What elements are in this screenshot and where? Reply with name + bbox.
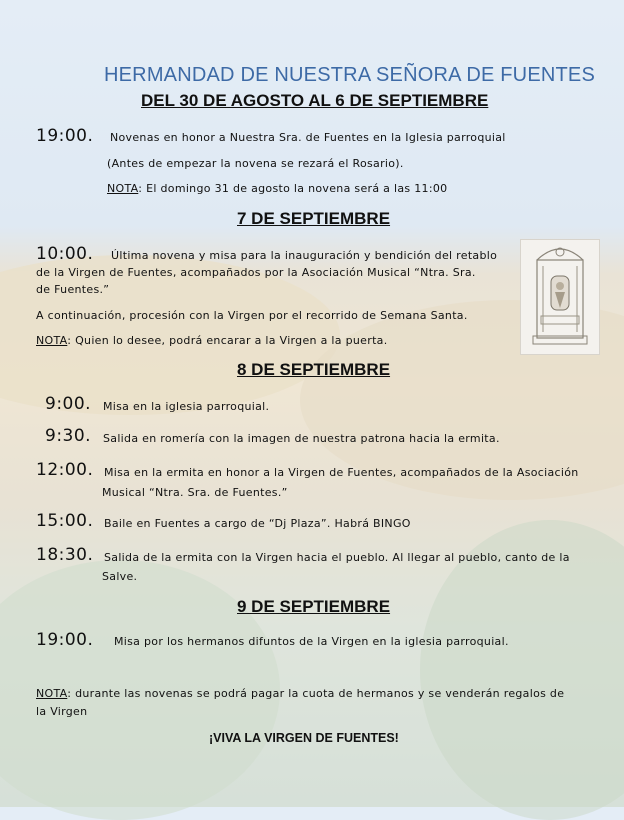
note-label: NOTA <box>107 182 139 195</box>
event-text: Salida de la ermita con la Virgen hacia el pueblo. Al llegar al pueblo, canto de la <box>104 551 570 564</box>
event-text: Baile en Fuentes a cargo de “Dj Plaza”. Habrá BINGO <box>104 517 411 530</box>
event-text-line: Musical “Ntra. Sra. de Fuentes.” <box>102 486 288 499</box>
day-heading: 9 DE SEPTIEMBRE <box>237 597 391 616</box>
retablo-image <box>520 239 600 355</box>
page-title: HERMANDAD DE NUESTRA SEÑORA DE FUENTES <box>104 64 596 86</box>
event-text: Misa en la ermita en honor a la Virgen de Fuentes, acompañados de la Asociación <box>104 466 579 479</box>
event-time: 9:00. <box>45 394 92 414</box>
event-text: Última novena y misa para la inauguración y bendición del retablo <box>111 249 498 262</box>
retablo-drawing <box>521 240 599 354</box>
event-extra: A continuación, procesión con la Virgen por el recorrido de Semana Santa. <box>36 309 468 322</box>
event-time: 19:00. <box>36 630 94 650</box>
note-text: : Quien lo desee, podrá encarar a la Virgen a la puerta. <box>67 334 388 347</box>
event-text-line: Salve. <box>102 570 138 583</box>
event-text-line: de la Virgen de Fuentes, acompañados por la Asociación Musical “Ntra. Sra. <box>36 266 476 279</box>
event-text: Misa por los hermanos difuntos de la Virgen en la iglesia parroquial. <box>114 635 509 648</box>
day-heading: 7 DE SEPTIEMBRE <box>237 209 391 228</box>
event-time: 15:00. <box>36 511 94 531</box>
event-text: Novenas en honor a Nuestra Sra. de Fuentes en la Iglesia parroquial <box>110 131 506 144</box>
note <box>36 334 388 347</box>
footer-note <box>36 687 564 700</box>
event-text: Salida en romería con la imagen de nuestra patrona hacia la ermita. <box>103 432 500 445</box>
event-time: 18:30. <box>36 545 94 565</box>
event-text-line: de Fuentes.” <box>36 283 110 296</box>
event-time: 10:00. <box>36 244 94 264</box>
day-heading: DEL 30 DE AGOSTO AL 6 DE SEPTIEMBRE <box>141 91 489 110</box>
event-time: 12:00. <box>36 460 94 480</box>
note-text: : El domingo 31 de agosto la novena será a las 11:00 <box>138 182 448 195</box>
note-label: NOTA <box>36 334 68 347</box>
event-time: 19:00. <box>36 126 94 146</box>
note <box>107 182 447 195</box>
event-note: (Antes de empezar la novena se rezará el Rosario). <box>107 157 404 170</box>
event-text: Misa en la iglesia parroquial. <box>103 400 270 413</box>
closing-text: ¡VIVA LA VIRGEN DE FUENTES! <box>209 731 399 745</box>
day-heading: 8 DE SEPTIEMBRE <box>237 360 391 379</box>
footer-note-line: la Virgen <box>36 705 88 718</box>
event-time: 9:30. <box>45 426 92 446</box>
note-text: : durante las novenas se podrá pagar la cuota de hermanos y se venderán regalos de <box>67 687 565 700</box>
note-label: NOTA <box>36 687 68 700</box>
